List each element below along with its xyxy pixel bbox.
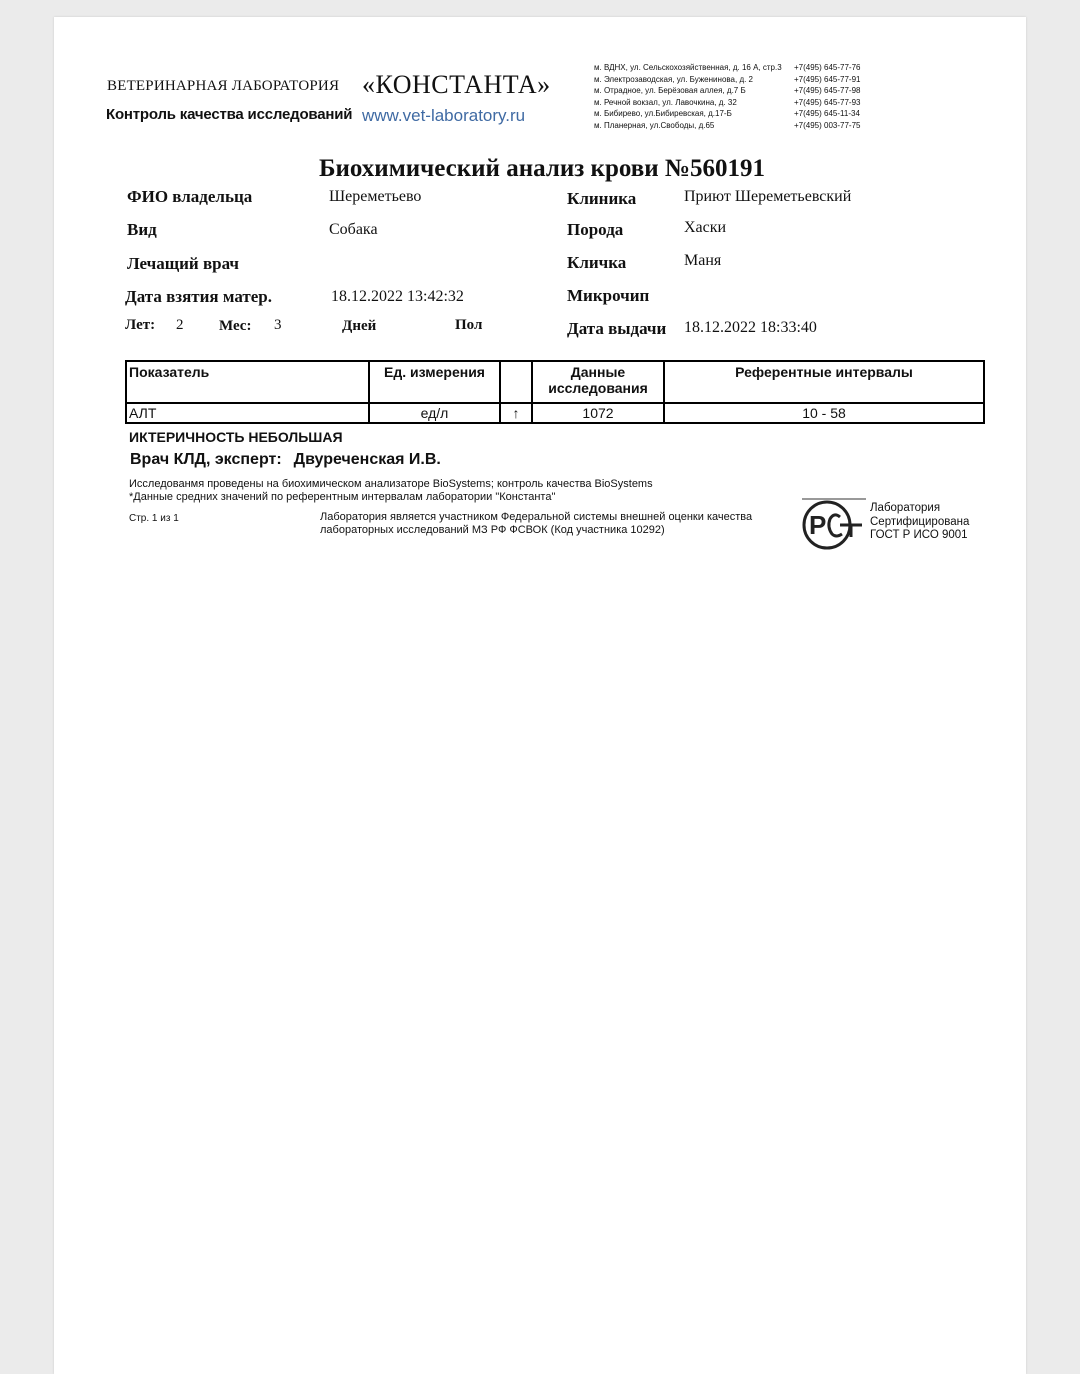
address-line: м. Отрадное, ул. Берёзовая аллея, д.7 Б bbox=[594, 86, 746, 95]
clinic-label: Клиника bbox=[567, 189, 637, 208]
svg-text:Р: Р bbox=[809, 510, 827, 540]
issue-date-value: 18.12.2022 18:33:40 bbox=[684, 319, 817, 336]
attending-doctor-label: Лечащий врач bbox=[127, 254, 239, 273]
results-table bbox=[125, 360, 985, 424]
expert-name: Двуреченская И.В. bbox=[293, 451, 441, 468]
website-link[interactable]: www.vet-laboratory.ru bbox=[362, 106, 526, 125]
report-page bbox=[54, 17, 1026, 1374]
issue-date-label: Дата выдачи bbox=[567, 319, 667, 338]
phone-line: +7(495) 645-77-93 bbox=[794, 97, 861, 107]
sample-date-value: 18.12.2022 13:42:32 bbox=[331, 288, 464, 305]
pet-name-value: Маня bbox=[684, 252, 722, 269]
footnote-analyzer: Исследованмя проведены на биохимическом анализаторе BioSystems; контроль качества BioSystems bbox=[129, 478, 653, 490]
quality-control-label: Контроль качества исследований bbox=[106, 106, 353, 123]
address-line: м. Планерная, ул.Свободы, д.65 bbox=[594, 120, 715, 130]
owner-label: ФИО владельца bbox=[127, 187, 253, 206]
phone-line: +7(495) 645-77-91 bbox=[794, 74, 861, 84]
expert-signature bbox=[130, 451, 441, 469]
months-value: 3 bbox=[274, 317, 282, 333]
cert-line: Сертифицирована bbox=[870, 515, 970, 528]
address-line: м. Речной вокзал, ул. Лавочкина, д. 32 bbox=[594, 97, 737, 107]
breed-label: Порода bbox=[567, 220, 624, 239]
address-list bbox=[594, 62, 782, 131]
phone-list bbox=[794, 62, 861, 131]
address-line: м. Бибирево, ул.Бибиревская, д.17-Б bbox=[594, 109, 732, 118]
header-parameter: Показатель bbox=[126, 361, 369, 403]
fsvok-line: лабораторных исследований МЗ РФ ФСВОК (Код участника 10292) bbox=[320, 524, 665, 536]
sex-label: Пол bbox=[455, 317, 483, 333]
cert-line: ГОСТ Р ИСО 9001 bbox=[870, 529, 968, 541]
species-value: Собака bbox=[329, 221, 378, 238]
document-title: Биохимический анализ крови №560191 bbox=[319, 155, 766, 182]
address-line: м. ВДНХ, ул. Сельскохозяйственная, д. 16 А, стр.3 bbox=[594, 63, 782, 72]
arrow-up-icon: ↑ bbox=[500, 403, 532, 423]
address-line: м. Электрозаводская, ул. Буженинова, д. 2 bbox=[594, 74, 754, 84]
cert-line: Лаборатория bbox=[870, 502, 941, 514]
lab-brand: «КОНСТАНТА» bbox=[362, 70, 551, 99]
table-header-row bbox=[126, 361, 984, 403]
owner-value: Шереметьево bbox=[329, 188, 422, 205]
header-unit: Ед. измерения bbox=[369, 361, 500, 403]
phone-line: +7(495) 003-77-75 bbox=[794, 120, 861, 130]
sample-date-label: Дата взятия матер. bbox=[125, 287, 272, 306]
lab-name: ВЕТЕРИНАРНАЯ ЛАБОРАТОРИЯ bbox=[107, 78, 340, 94]
cell-result: 1072 bbox=[532, 403, 664, 423]
fsvok-line: Лаборатория является участником Федеральной системы внешней оценки качества bbox=[320, 511, 753, 523]
rst-certification-logo bbox=[800, 497, 868, 551]
header-reference: Референтные интервалы bbox=[664, 361, 984, 403]
cell-unit: ед/л bbox=[369, 403, 500, 423]
months-label: Мес: bbox=[219, 318, 252, 334]
clinic-value: Приют Шереметьевский bbox=[684, 188, 852, 205]
cell-parameter: АЛТ bbox=[126, 403, 369, 423]
footnote-reference: *Данные средних значений по референтным интервалам лаборатории "Константа" bbox=[129, 491, 556, 503]
expert-label: Врач КЛД, эксперт: bbox=[130, 451, 282, 468]
header-result: Данные исследования bbox=[532, 361, 664, 403]
phone-line: +7(495) 645-77-98 bbox=[794, 86, 861, 95]
phone-line: +7(495) 645-77-76 bbox=[794, 63, 861, 72]
days-label: Дней bbox=[342, 318, 377, 334]
page-number: Стр. 1 из 1 bbox=[129, 513, 179, 524]
years-value: 2 bbox=[176, 317, 184, 333]
cell-reference: 10 - 58 bbox=[664, 403, 984, 423]
pet-name-label: Кличка bbox=[567, 253, 627, 272]
years-label: Лет: bbox=[125, 317, 156, 333]
header-flag bbox=[500, 361, 532, 403]
sample-note: ИКТЕРИЧНОСТЬ НЕБОЛЬШАЯ bbox=[129, 429, 343, 445]
table-row bbox=[126, 403, 984, 423]
breed-value: Хаски bbox=[684, 219, 727, 236]
fsvok-statement bbox=[320, 511, 752, 537]
phone-line: +7(495) 645-11-34 bbox=[794, 109, 860, 118]
microchip-label: Микрочип bbox=[567, 286, 650, 305]
certification-text bbox=[870, 502, 969, 543]
species-label: Вид bbox=[127, 220, 157, 239]
